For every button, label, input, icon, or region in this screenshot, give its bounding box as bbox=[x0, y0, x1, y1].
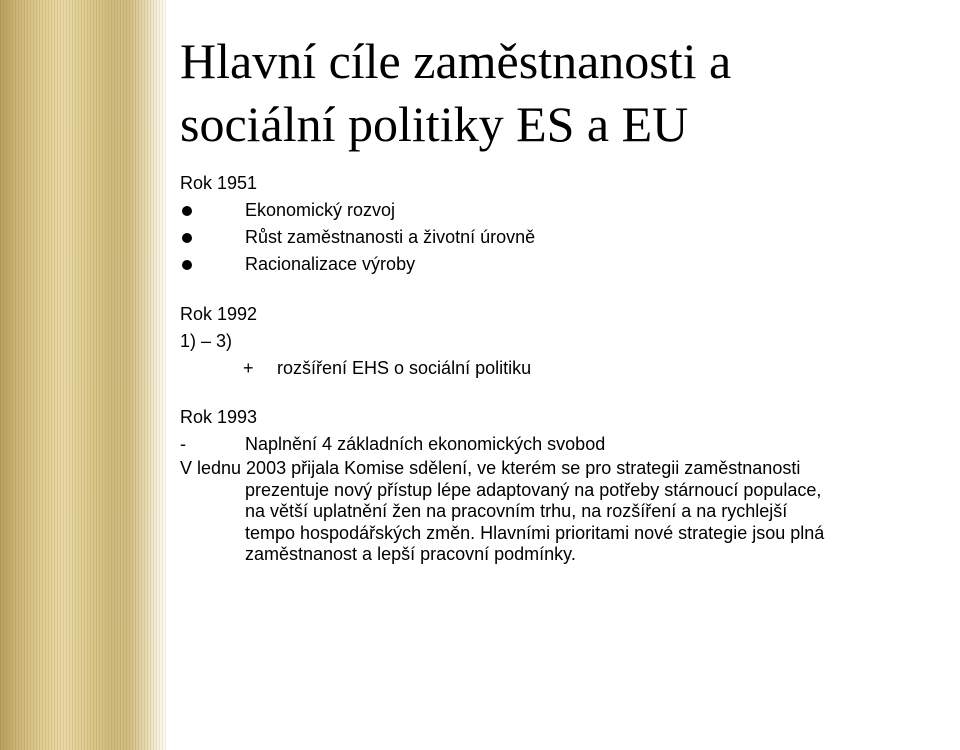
slide-title-line-2: sociální politiky ES a EU bbox=[180, 96, 689, 152]
slide-title bbox=[180, 30, 731, 156]
section-heading: Rok 1951 bbox=[180, 173, 258, 193]
dash-symbol: - bbox=[180, 434, 186, 454]
paragraph-line: V lednu 2003 přijala Komise sdělení, ve kterém se pro strategii zaměstnanosti bbox=[180, 458, 801, 478]
range-line bbox=[180, 328, 955, 355]
plus-symbol: + bbox=[243, 358, 254, 378]
slide-title-line-1: Hlavní cíle zaměstnanosti a bbox=[180, 33, 732, 89]
paragraph-line: na větší uplatnění žen na pracovním trhu, na rozšíření a na rychlejší bbox=[245, 501, 788, 521]
dash-item bbox=[180, 431, 955, 458]
bullet-item bbox=[180, 251, 955, 278]
bullet-text: Ekonomický rozvoj bbox=[245, 200, 396, 220]
section-1951 bbox=[180, 170, 955, 278]
bullet-text: Růst zaměstnanosti a životní úrovně bbox=[245, 227, 536, 247]
plus-item-text: rozšíření EHS o sociální politiku bbox=[277, 358, 532, 378]
paragraph-line: prezentuje nový přístup lépe adaptovaný na potřeby stárnoucí populace, bbox=[245, 479, 822, 500]
bullet-item bbox=[180, 197, 955, 224]
paragraph-line: tempo hospodářských změn. Hlavními prioritami nové strategie jsou plná bbox=[245, 522, 825, 543]
section-1992 bbox=[180, 301, 955, 382]
bullet-dot-icon bbox=[182, 233, 192, 243]
section-heading: Rok 1992 bbox=[180, 304, 258, 324]
section-heading: Rok 1993 bbox=[180, 407, 258, 427]
plus-item bbox=[180, 355, 955, 382]
strategy-paragraph bbox=[180, 458, 955, 566]
bullet-dot-icon bbox=[182, 206, 192, 216]
range-text: 1) – 3) bbox=[180, 331, 233, 351]
paragraph-line: zaměstnanost a lepší pracovní podmínky. bbox=[245, 544, 576, 564]
bullet-dot-icon bbox=[182, 260, 192, 270]
decorative-side-stripe bbox=[0, 0, 168, 750]
bullet-text: Racionalizace výroby bbox=[245, 254, 416, 274]
bullet-item bbox=[180, 224, 955, 251]
slide-body bbox=[180, 170, 955, 566]
dash-item-text: Naplnění 4 základních ekonomických svobod bbox=[245, 434, 606, 454]
section-1993 bbox=[180, 404, 955, 458]
